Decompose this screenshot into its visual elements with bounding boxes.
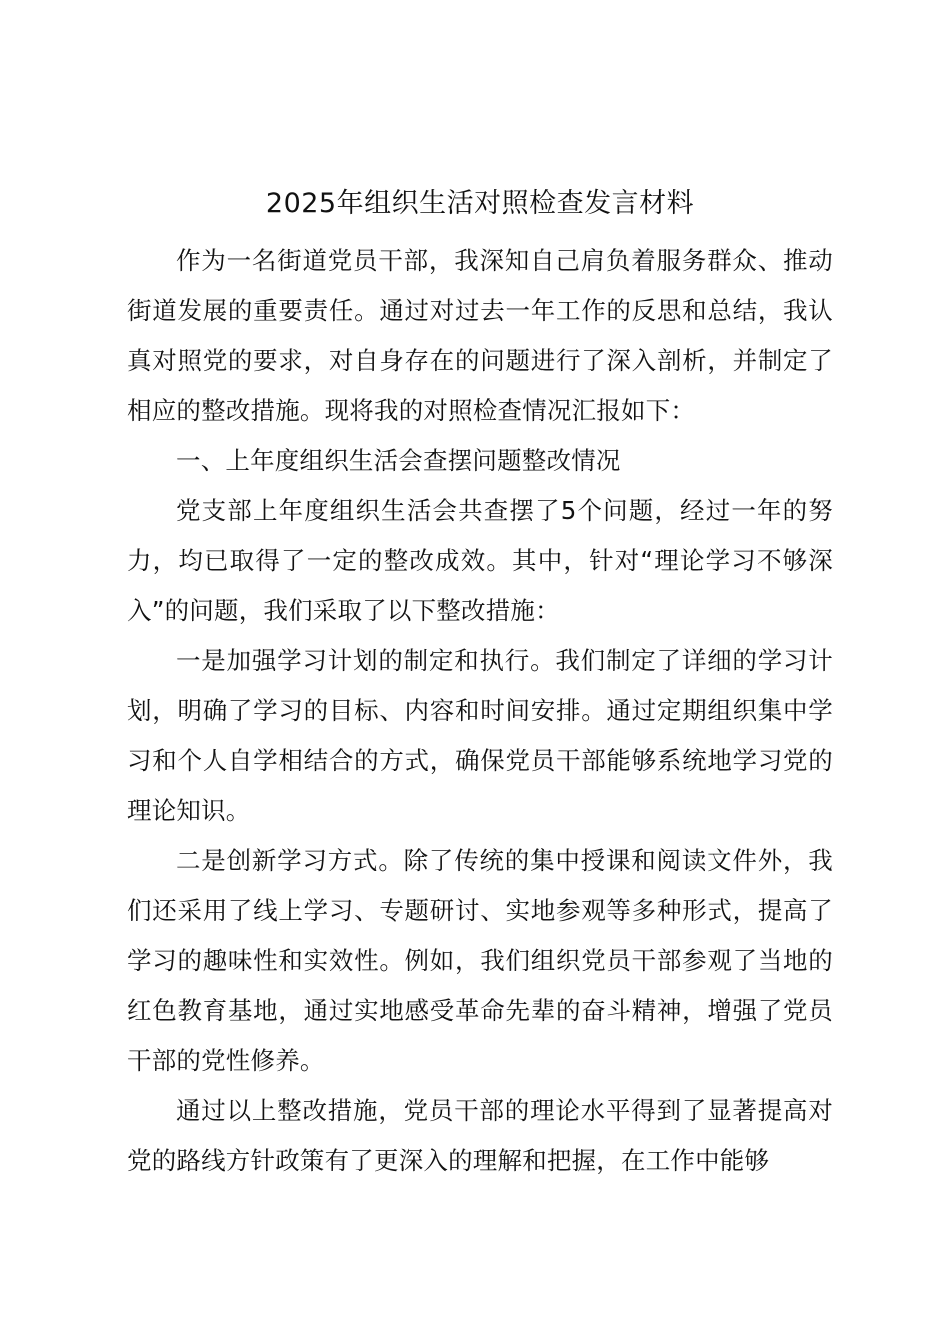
paragraph-measure-1: 一是加强学习计划的制定和执行。我们制定了详细的学习计划，明确了学习的目标、内容和时间安排。通过定期组织集中学习和个人自学相结合的方式，确保党员干部能够系统地学习党的理论知识。 (127, 646, 833, 825)
document-title: 2025年组织生活对照检查发言材料 (265, 188, 695, 219)
paragraph-results: 通过以上整改措施，党员干部的理论水平得到了显著提高对党的路线方针政策有了更深入的理解和把握，在工作中能够 (127, 1096, 833, 1175)
section-heading-1: 一、上年度组织生活会查摆问题整改情况 (176, 446, 621, 475)
paragraph-intro: 作为一名街道党员干部，我深知自己肩负着服务群众、推动街道发展的重要责任。通过对过去一年工作的反思和总结，我认真对照党的要求，对自身存在的问题进行了深入剖析，并制定了相应的整改措施。现将我的对照检查情况汇报如下： (127, 246, 833, 425)
paragraph-measure-2: 二是创新学习方式。除了传统的集中授课和阅读文件外，我们还采用了线上学习、专题研讨、实地参观等多种形式，提高了学习的趣味性和实效性。例如，我们组织党员干部参观了当地的红色教育基地，通过实地感受革命先辈的奋斗精神，增强了党员干部的党性修养。 (127, 846, 833, 1075)
paragraph-problems: 党支部上年度组织生活会共查摆了5个问题，经过一年的努力，均已取得了一定的整改成效。其中，针对“理论学习不够深入”的问题，我们采取了以下整改措施： (127, 496, 833, 625)
document-body (127, 236, 833, 1186)
